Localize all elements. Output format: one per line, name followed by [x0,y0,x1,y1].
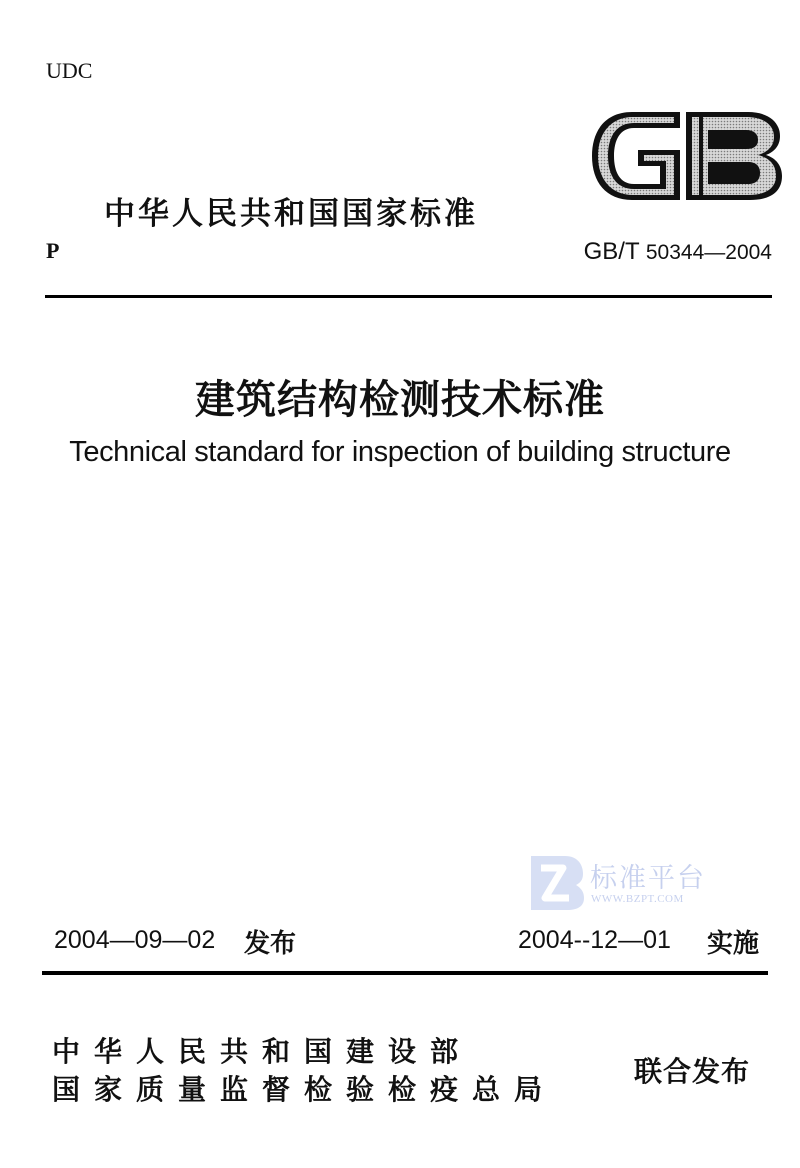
implementation-date: 2004--12—01 [518,926,671,954]
national-standard-label: 中华人民共和国国家标准 [104,196,478,232]
issuer-ministry-of-construction: 中华人民共和国建设部 [52,1035,473,1068]
implementation-label: 实施 [707,929,760,959]
top-divider [45,295,772,298]
udc-label: UDC [46,58,93,83]
watermark-url: WWW.BZPT.COM [591,893,684,905]
joint-issue-label: 联合发布 [634,1055,751,1088]
issue-label: 发布 [244,929,297,959]
document-title-chinese: 建筑结构检测技术标准 [195,376,605,423]
standard-code [584,238,772,266]
standard-code-prefix: GB/T [583,238,640,265]
watermark-text: 标准平台 [590,863,706,894]
issuer-aqsiq: 国家质量监督检验检疫总局 [52,1073,557,1106]
bottom-divider [42,971,768,975]
gb-logo-icon [588,108,784,204]
document-title-english: Technical standard for inspection of building structure [69,436,731,468]
issue-date: 2004—09—02 [54,926,216,954]
standard-code-number: 50344—2004 [645,241,772,264]
category-code: P [46,238,60,263]
bz-logo-icon [527,852,587,912]
